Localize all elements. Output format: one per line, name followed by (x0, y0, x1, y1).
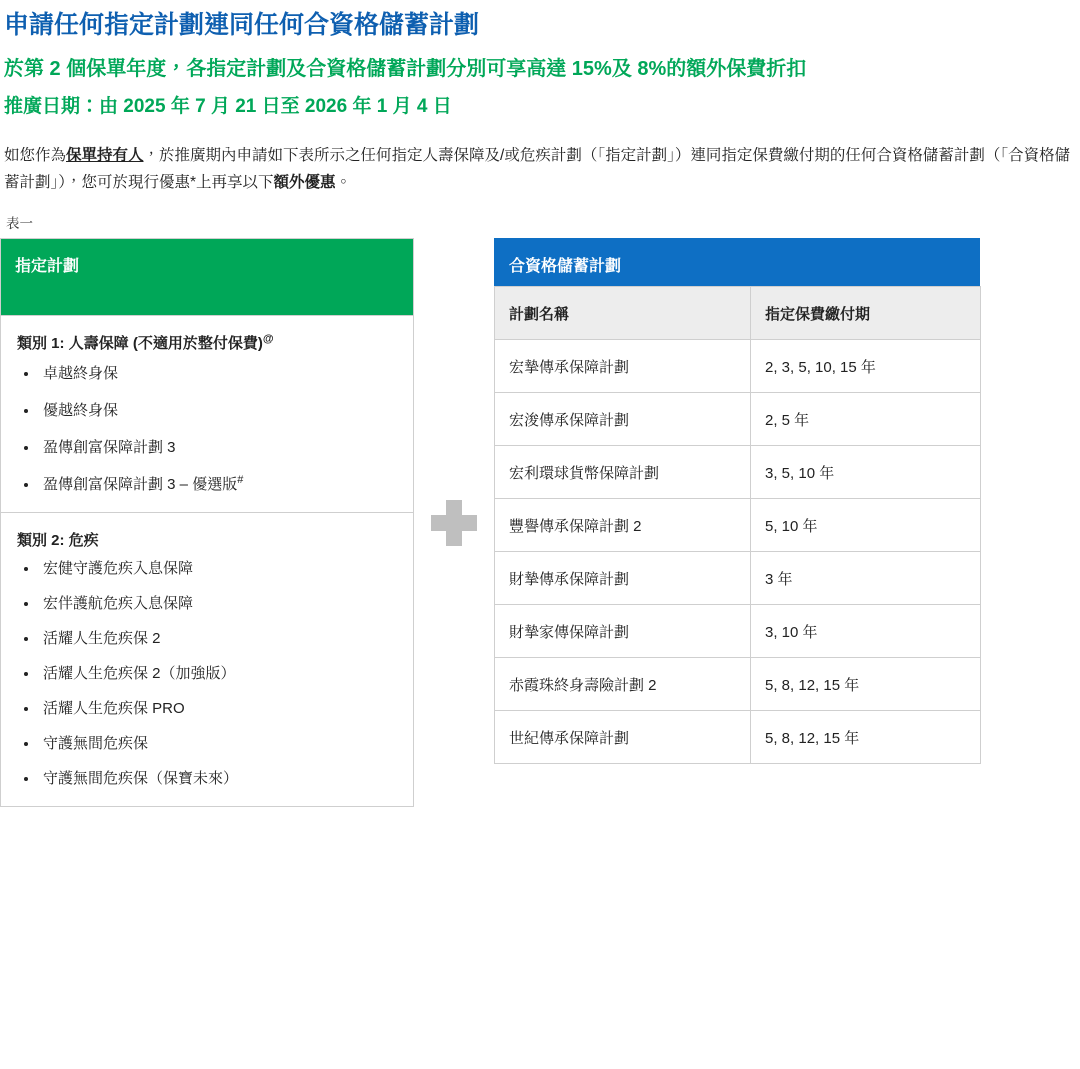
list-item-label: 活耀人生危疾保 PRO (43, 700, 185, 718)
intro-text-part-3: 。 (335, 174, 352, 192)
cell-plan-name: 財摯傳承保障計劃 (495, 552, 751, 605)
list-item-label: 活耀人生危疾保 2 (43, 630, 161, 648)
table-row (495, 552, 981, 605)
cell-premium-term: 3, 5, 10 年 (751, 446, 981, 499)
table-row (495, 711, 981, 764)
cell-plan-name: 財摯家傳保障計劃 (495, 605, 751, 658)
cell-premium-term: 5, 8, 12, 15 年 (751, 711, 981, 764)
list-item (39, 770, 399, 788)
cell-plan-name: 宏摯傳承保障計劃 (495, 340, 751, 393)
list-item (39, 437, 399, 457)
list-item-label: 盈傳創富保障計劃 3 – 優選版 (43, 476, 238, 494)
policy-holder-emphasis: 保單持有人 (66, 147, 144, 165)
cell-plan-name: 豐譽傳承保障計劃 2 (495, 499, 751, 552)
designated-plans-table (0, 238, 414, 807)
column-header-premium-term: 指定保費繳付期 (751, 287, 981, 340)
cell-premium-term: 3 年 (751, 552, 981, 605)
designated-plans-header: 指定計劃 (1, 239, 413, 315)
list-item-superscript: # (237, 474, 244, 487)
table-row (495, 658, 981, 711)
cell-premium-term: 3, 10 年 (751, 605, 981, 658)
eligible-savings-plans-table (494, 238, 980, 807)
tables-container (0, 238, 1080, 807)
table-row (495, 393, 981, 446)
category-1-list (15, 363, 399, 494)
cell-premium-term: 5, 10 年 (751, 499, 981, 552)
list-item-label: 宏健守護危疾入息保障 (43, 560, 194, 578)
list-item (39, 700, 399, 718)
column-header-plan-name: 計劃名稱 (495, 287, 751, 340)
list-item (39, 400, 399, 420)
page-subtitle: 於第 2 個保單年度，各指定計劃及合資格儲蓄計劃分別可享高達 15%及 8%的額外保費折扣 (4, 58, 807, 81)
category-1-title-superscript: @ (262, 333, 274, 346)
category-2-title-text: 類別 2: 危疾 (17, 532, 99, 550)
cell-premium-term: 2, 3, 5, 10, 15 年 (751, 340, 981, 393)
table-caption: 表一 (6, 216, 33, 232)
table-row (495, 605, 981, 658)
table-row (495, 499, 981, 552)
table-row (495, 446, 981, 499)
eligible-savings-plans-header: 合資格儲蓄計劃 (494, 238, 980, 286)
list-item (39, 474, 399, 494)
plan-category-2 (1, 512, 413, 806)
category-1-title-text: 類別 1: 人壽保障 (不適用於整付保費) (17, 335, 263, 353)
plan-category-1 (1, 315, 413, 512)
category-2-title (17, 529, 399, 550)
list-item (39, 630, 399, 648)
promotion-period: 推廣日期：由 2025 年 7 月 21 日至 2026 年 1 月 4 日 (4, 95, 452, 117)
category-2-list (15, 560, 399, 788)
plus-icon (431, 500, 477, 546)
list-item-label: 活耀人生危疾保 2（加強版） (43, 665, 236, 683)
list-item-label: 卓越終身保 (43, 365, 119, 383)
cell-plan-name: 赤霞珠終身壽險計劃 2 (495, 658, 751, 711)
cell-plan-name: 世紀傳承保障計劃 (495, 711, 751, 764)
table-row (495, 340, 981, 393)
cell-premium-term: 5, 8, 12, 15 年 (751, 658, 981, 711)
savings-plans-grid (494, 286, 981, 764)
list-item-label: 守護無間危疾保（保寶未來） (43, 770, 239, 788)
intro-paragraph (4, 142, 1076, 196)
list-item (39, 735, 399, 753)
table-header-row (495, 287, 981, 340)
cell-plan-name: 宏利環球貨幣保障計劃 (495, 446, 751, 499)
category-1-title (17, 332, 399, 353)
cell-plan-name: 宏浚傳承保障計劃 (495, 393, 751, 446)
list-item-label: 宏伴護航危疾入息保障 (43, 595, 194, 613)
intro-text-part-2: ，於推廣期內申請如下表所示之任何指定人壽保障及/或危疾計劃（「指定計劃」）連同指定保費繳付期的任何合資格儲蓄計劃（「合資格儲蓄計劃」），您可於現行優惠*上再享以下 (4, 147, 1071, 192)
list-item-label: 優越終身保 (43, 402, 119, 420)
plus-separator (414, 238, 494, 807)
list-item (39, 595, 399, 613)
list-item (39, 560, 399, 578)
intro-text-part-1: 如您作為 (4, 147, 67, 165)
list-item-label: 盈傳創富保障計劃 3 (43, 439, 176, 457)
list-item-label: 守護無間危疾保 (43, 735, 149, 753)
page-title: 申請任何指定計劃連同任何合資格儲蓄計劃 (4, 11, 480, 39)
list-item (39, 665, 399, 683)
extra-offer-emphasis: 額外優惠 (273, 174, 336, 192)
cell-premium-term: 2, 5 年 (751, 393, 981, 446)
list-item (39, 363, 399, 383)
